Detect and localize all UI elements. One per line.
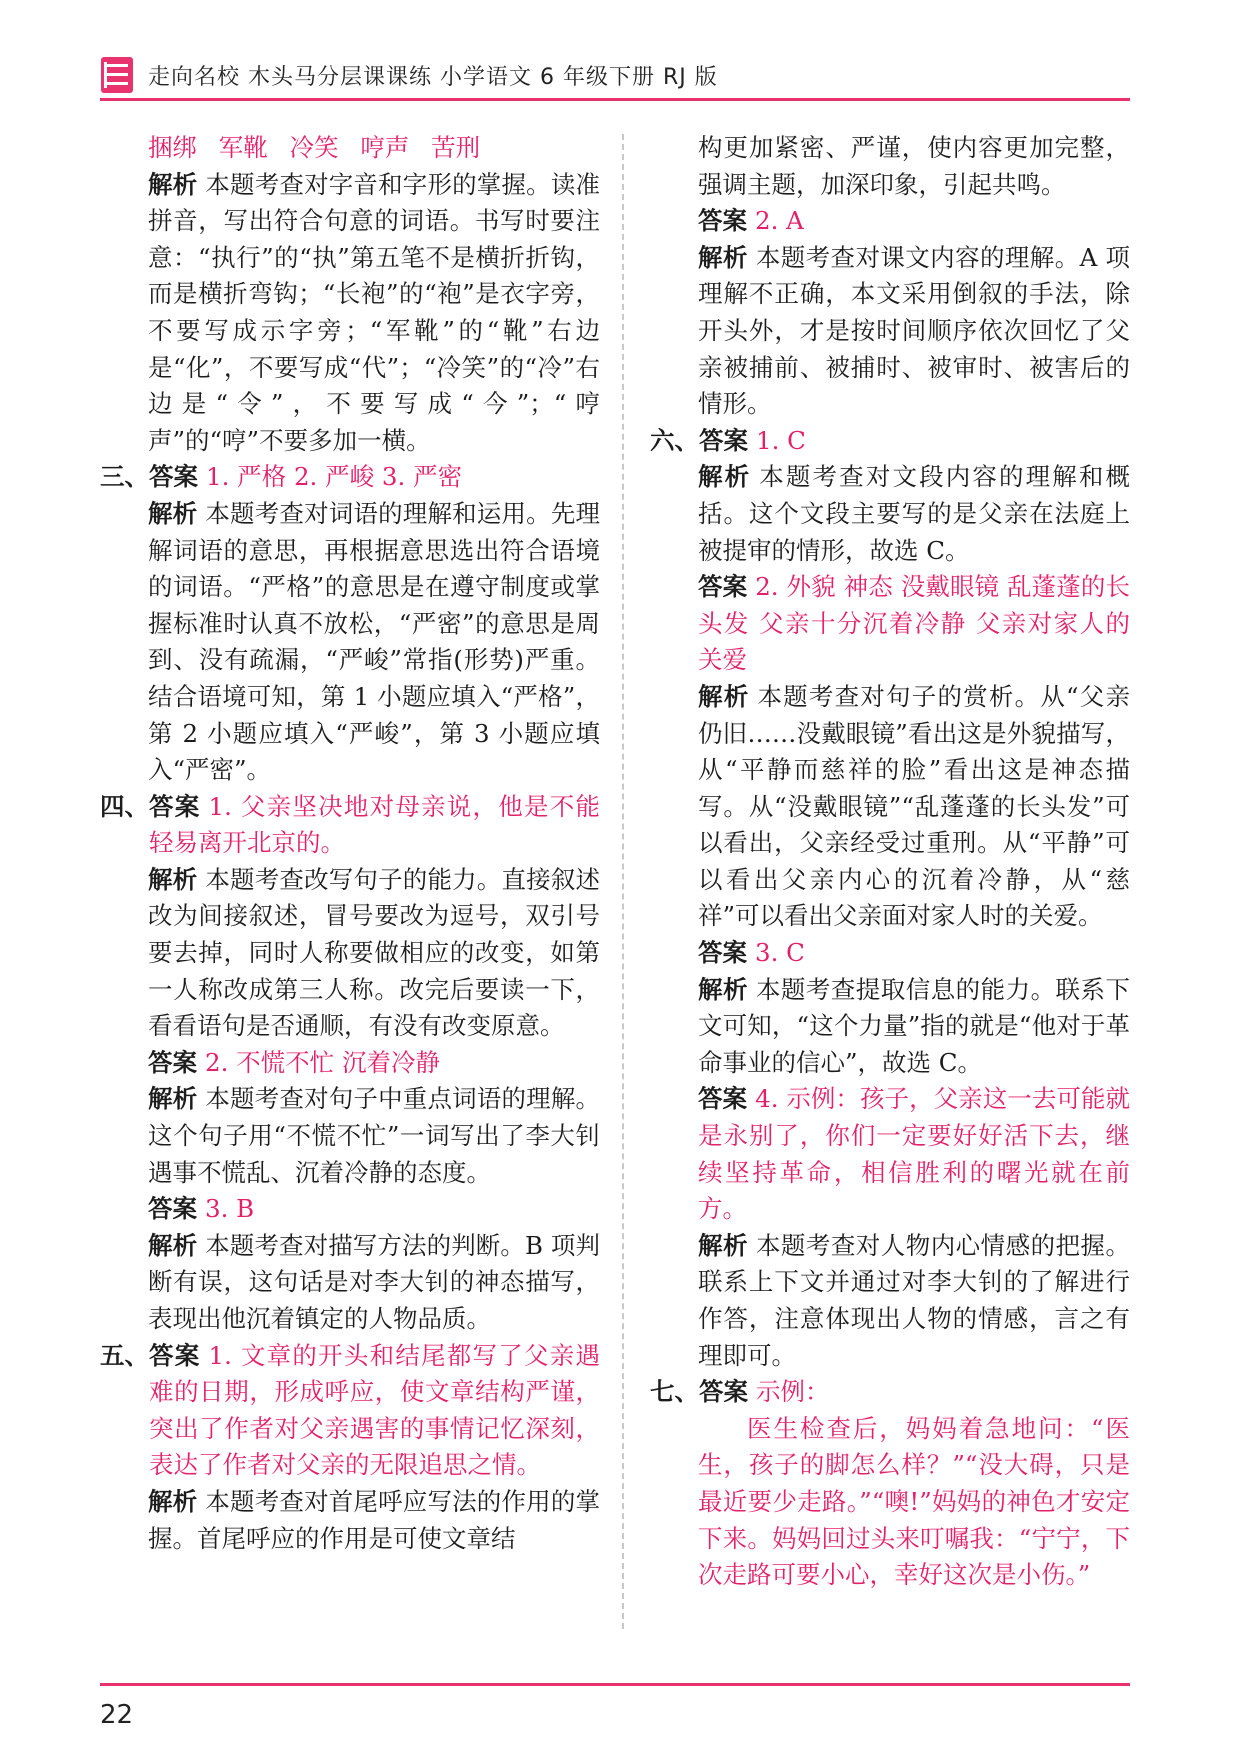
- answer-label: 答案: [149, 791, 201, 821]
- continued-text: 构更加紧密、严谨，使内容更加完整，强调主题，加深印象，引起共鸣。: [698, 133, 1130, 199]
- analysis-text: 本题考查对首尾呼应写法的作用的掌握。首尾呼应的作用是可使文章结: [148, 1486, 601, 1553]
- answer-label: 答案: [148, 1194, 197, 1224]
- answer-text: 3. C: [755, 938, 805, 968]
- analysis-block: [100, 862, 600, 1045]
- analysis-block: [100, 1484, 600, 1557]
- analysis-label: 解析: [148, 169, 198, 199]
- analysis-text: 本题考查对字音和字形的掌握。读准拼音，写出符合句意的词语。书写时要注意：“执行”的“执”第五笔不是横折折钩，而是横折弯钩；“长袍”的“袍”是衣字旁，不要写成示字旁；“军靴”的“靴”右边是“化”，不要写成“代”；“冷笑”的“冷”右边是“令”，不要写成“今”；“哼声”的“哼”不要多加一横。: [148, 169, 601, 455]
- answer-words-line: 捆绑 军靴 冷笑 哼声 苦刑: [148, 133, 481, 162]
- analysis-block: [650, 459, 1130, 569]
- answer-label: 答案: [698, 572, 748, 602]
- analysis-text: 本题考查对词语的理解和运用。先理解词语的意思，再根据意思选出符合语境的词语。“严格”的意思是在遵守制度或掌握标准时认真不放松，“严密”的意思是周到、没有疏漏，“严峻”常指(形势)严重。结合语境可知，第 1 小题应填入“严格”，第 2 小题应填入“严峻”，第 3 小题应填入“严密”。: [148, 498, 601, 785]
- answer-label: 答案: [699, 425, 748, 455]
- analysis-label: 解析: [698, 242, 748, 272]
- analysis-block: [100, 167, 600, 460]
- analysis-block: [100, 496, 600, 789]
- analysis-label: 解析: [148, 864, 198, 894]
- answer-label: 答案: [698, 938, 747, 968]
- answer-text: 4. 示例：孩子，父亲这一去可能就是永别了，你们一定要好好活下去，继续坚持革命，相信胜利的曙光就在前方。: [698, 1084, 1130, 1224]
- section-number: 七、: [650, 1377, 699, 1407]
- section-4: [100, 789, 600, 862]
- example-text: 医生检查后，妈妈着急地问：“医生，孩子的脚怎么样？”“没大碍，只是最近要少走路。”“噢!”妈妈的神色才安定下来。妈妈回过头来叮嘱我：“宁宁，下次走路可要小心，幸好这次是小伤。”: [698, 1413, 1130, 1590]
- analysis-text: 本题考查对文段内容的理解和概括。这个文段主要写的是父亲在法庭上被提审的情形，故选 C。: [698, 462, 1131, 565]
- answer-text: 1. 严格 2. 严峻 3. 严密: [206, 462, 463, 492]
- analysis-label: 解析: [698, 1230, 748, 1260]
- answer-text: 1. 父亲坚决地对母亲说，他是不能轻易离开北京的。: [149, 791, 600, 858]
- answer-text: 1. C: [756, 425, 806, 455]
- section-5: [100, 1338, 600, 1484]
- analysis-block: [650, 1228, 1130, 1374]
- analysis-label: 解析: [698, 681, 750, 711]
- section-number: 六、: [650, 425, 699, 455]
- footer-rule: [100, 1683, 1130, 1686]
- analysis-label: 解析: [148, 498, 198, 528]
- section-3: [100, 459, 600, 496]
- answer-label: 答案: [699, 1377, 748, 1407]
- answer-text: 2. 不慌不忙 沉着冷静: [205, 1047, 440, 1077]
- analysis-text: 本题考查对句子中重点词语的理解。这个句子用“不慌不忙”一词写出了李大钊遇事不慌乱、沉着冷静的态度。: [148, 1084, 601, 1187]
- analysis-text: 本题考查提取信息的能力。联系下文可知，“这个力量”指的就是“他对于革命事业的信心”，故选 C。: [698, 974, 1130, 1077]
- section-6: [650, 423, 1130, 460]
- column-divider: [622, 134, 624, 1629]
- answer-text: 2. 外貌 神态 没戴眼镜 乱蓬蓬的长头发 父亲十分沉着冷静 父亲对家人的关爱: [698, 572, 1130, 675]
- section-7: [650, 1374, 1130, 1411]
- answer-label: 答案: [149, 462, 198, 492]
- section-number: 五、: [100, 1340, 149, 1370]
- section-number: 三、: [100, 462, 149, 492]
- answer-block: [650, 569, 1130, 679]
- analysis-text: 本题考查对描写方法的判断。B 项判断有误，这句话是对李大钊的神态描写，表现出他沉着镇定的人物品质。: [148, 1230, 600, 1333]
- answer-label: 答案: [149, 1340, 201, 1370]
- analysis-label: 解析: [698, 462, 752, 492]
- answer-text: 2. A: [755, 206, 804, 236]
- analysis-text: 本题考查改写句子的能力。直接叙述改为间接叙述，冒号要改为逗号，双引号要去掉，同时人称要做相应的改变，如第一人称改成第三人称。改完后要读一下，看看语句是否通顺，有没有改变原意。: [148, 864, 601, 1041]
- left-column: [100, 130, 600, 1557]
- answer-text: 1. 文章的开头和结尾都写了父亲遇难的日期，形成呼应，使文章结构严谨，突出了作者对父亲遇害的事情记忆深刻，表达了作者对父亲的无限追思之情。: [149, 1340, 600, 1480]
- analysis-label: 解析: [698, 974, 748, 1004]
- answer-block: [650, 935, 1130, 972]
- analysis-block: [650, 240, 1130, 423]
- answer-block: [100, 1191, 600, 1228]
- answer-label: 答案: [698, 1084, 748, 1114]
- analysis-label: 解析: [148, 1486, 198, 1516]
- analysis-text: 本题考查对课文内容的理解。A 项理解不正确，本文采用倒叙的手法，除开头外，才是按时间顺序依次回忆了父亲被捕前、被捕时、被审时、被害后的情形。: [698, 242, 1131, 419]
- answer-block: [650, 203, 1130, 240]
- analysis-block: [650, 679, 1130, 935]
- header-rule: [100, 98, 1130, 101]
- book-logo-icon: [100, 56, 134, 94]
- analysis-block: [100, 1081, 600, 1191]
- header-title: 走向名校 木头马分层课课练 小学语文 6 年级下册 RJ 版: [148, 65, 718, 90]
- answer-label: 答案: [148, 1047, 197, 1077]
- answer-block: [650, 1081, 1130, 1227]
- analysis-label: 解析: [148, 1084, 198, 1114]
- analysis-label: 解析: [148, 1230, 198, 1260]
- analysis-text: 本题考查对句子的赏析。从“父亲仍旧……没戴眼镜”看出这是外貌描写，从“平静而慈祥的脸”看出这是神态描写。从“没戴眼镜”“乱蓬蓬的长头发”可以看出，父亲经受过重刑。从“平静”可以看出父亲内心的沉着冷静，从“慈祥”可以看出父亲面对家人时的关爱。: [698, 681, 1130, 931]
- page-number: 22: [100, 1700, 134, 1730]
- answer-text: 示例：: [756, 1377, 830, 1407]
- analysis-block: [650, 972, 1130, 1082]
- analysis-text: 本题考查对人物内心情感的把握。联系上下文并通过对李大钊的了解进行作答，注意体现出人物的情感，言之有理即可。: [698, 1230, 1130, 1370]
- page-header: [100, 52, 1130, 100]
- answer-text: 3. B: [205, 1194, 255, 1224]
- right-column: [650, 130, 1130, 1594]
- section-number: 四、: [100, 791, 149, 821]
- answer-label: 答案: [698, 206, 747, 236]
- answer-block: [100, 1045, 600, 1082]
- analysis-block: [100, 1228, 600, 1338]
